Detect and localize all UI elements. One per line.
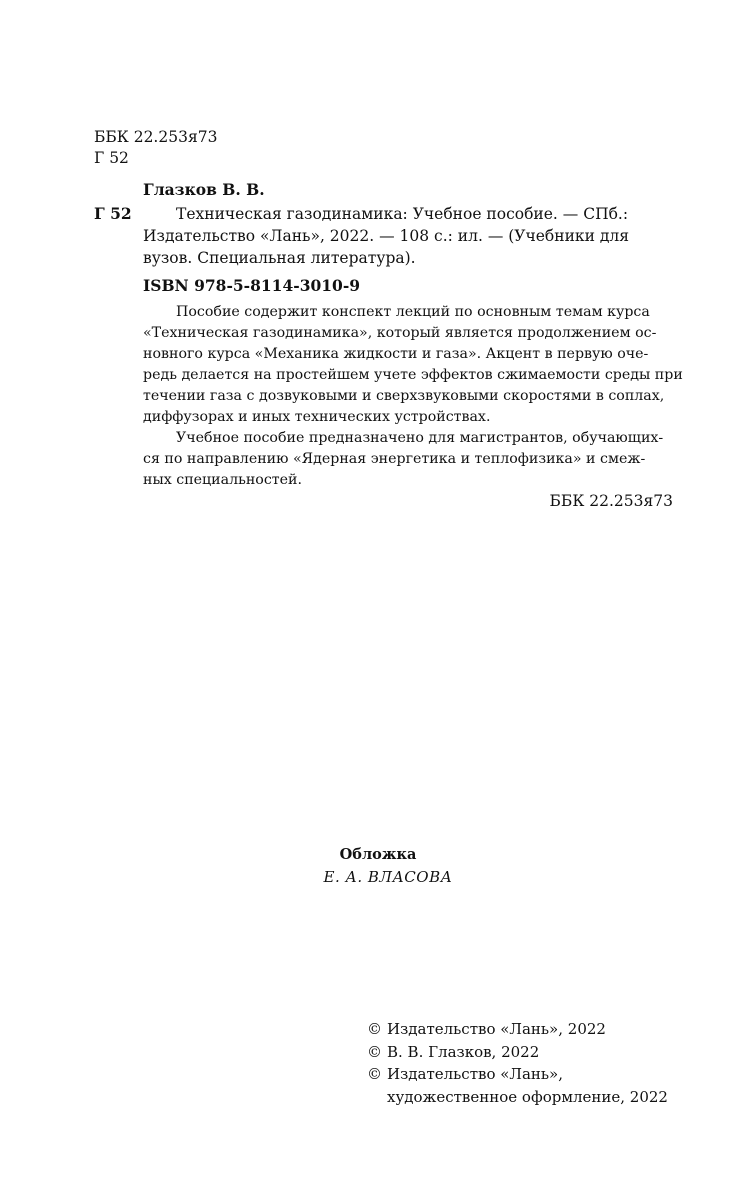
record-line-1: Техническая газодинамика: Учебное пособие. — СПб.: <box>176 205 629 223</box>
author-mark-top: Г 52 <box>94 149 129 167</box>
bbk-bottom: ББК 22.253я73 <box>549 492 673 510</box>
annotation-line-3: новного курса «Механика жидкости и газа». Акцент в первую оче- <box>143 346 649 362</box>
annotation-line-8: ся по направлению «Ядерная энергетика и теплофизика» и смеж- <box>143 451 646 467</box>
annotation-line-5: течении газа с дозвуковыми и сверхзвуковыми скоростями в соплах, <box>143 388 665 404</box>
annotation-line-1: Пособие содержит конспект лекций по основным темам курса <box>176 304 650 320</box>
annotation-line-6: диффузорах и иных технических устройствах. <box>143 409 491 425</box>
copyright-block <box>367 1018 668 1108</box>
author-mark-bold: Г 52 <box>94 204 132 223</box>
author-name: Глазков В. В. <box>143 180 265 199</box>
bbk-top: ББК 22.253я73 <box>94 128 218 146</box>
copyright-entry: © Издательство «Лань», 2022 <box>367 1018 668 1041</box>
record-line-3: вузов. Специальная литература). <box>143 249 416 267</box>
annotation-line-4: редь делается на простейшем учете эффектов сжимаемости среды при <box>143 367 683 383</box>
annotation-line-7: Учебное пособие предназначено для магистрантов, обучающих- <box>176 430 664 446</box>
copyright-icon: © <box>367 1020 382 1038</box>
isbn: ISBN 978-5-8114-3010-9 <box>143 276 361 295</box>
record-line-2: Издательство «Лань», 2022. — 108 с.: ил. — (Учебники для <box>143 227 630 245</box>
copyright-icon: © <box>367 1042 382 1061</box>
annotation-line-9: ных специальностей. <box>143 472 302 488</box>
annotation-line-2: «Техническая газодинамика», который является продолжением ос- <box>143 325 657 341</box>
copyright-icon: © <box>367 1065 382 1083</box>
copyright-entry: © Издательство «Лань», <box>367 1063 668 1086</box>
copyright-entry: © В. В. Глазков, 2022 <box>367 1041 668 1064</box>
cover-label: Обложка <box>339 846 417 863</box>
cover-designer: Е. А. ВЛАСОВА <box>323 868 453 886</box>
copyright-continuation: художественное оформление, 2022 <box>387 1087 668 1106</box>
